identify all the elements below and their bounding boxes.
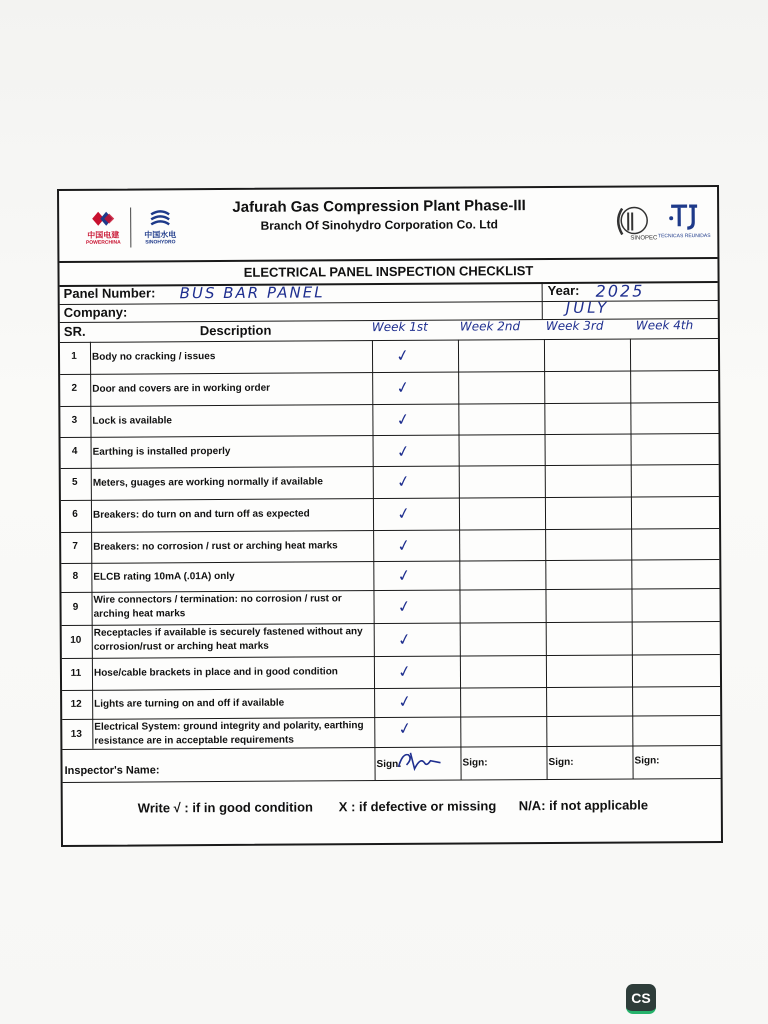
logo-divider bbox=[130, 208, 131, 248]
month-value[interactable]: JULY bbox=[565, 298, 610, 317]
panel-number-value[interactable]: BUS BAR PANEL bbox=[179, 283, 325, 303]
description-header: Description bbox=[199, 322, 272, 339]
row-number: 2 bbox=[71, 382, 78, 394]
year-value[interactable]: 2025 bbox=[595, 281, 645, 301]
camscanner-badge: CS bbox=[626, 984, 656, 1014]
week1-check[interactable]: ✓ bbox=[395, 440, 412, 462]
sinohydro-en-text: SINOHYDRO bbox=[145, 239, 176, 246]
sign-week4: Sign: bbox=[634, 755, 660, 767]
sinohydro-cn-text: 中国水电 bbox=[144, 230, 177, 240]
checklist-row bbox=[62, 715, 720, 749]
signature-icon bbox=[394, 749, 444, 773]
row-description: Wire connectors / termination: no corrosion / rust or arching heat marks bbox=[93, 593, 342, 620]
week1-check[interactable]: ✓ bbox=[396, 690, 414, 712]
row-description: Breakers: no corrosion / rust or arching heat marks bbox=[93, 540, 338, 553]
powerchina-en-text: POWERCHINA bbox=[85, 239, 121, 246]
week1-header: Week 1st bbox=[371, 319, 428, 335]
project-title: Jafurah Gas Compression Plant Phase-III bbox=[232, 197, 526, 216]
company-label: Company: bbox=[63, 304, 128, 320]
inspector-name-label: Inspector's Name: bbox=[64, 764, 160, 777]
checklist-row bbox=[61, 496, 719, 532]
checklist-row bbox=[60, 402, 718, 437]
legend-na: N/A: if not applicable bbox=[518, 797, 649, 814]
sinopec-logo-icon bbox=[608, 204, 658, 242]
legend-defective: X : if defective or missing bbox=[338, 798, 497, 815]
row-number: 10 bbox=[70, 634, 82, 646]
week4-header: Week 4th bbox=[635, 318, 694, 333]
row-description: Earthing is installed properly bbox=[92, 445, 231, 458]
checklist-title: ELECTRICAL PANEL INSPECTION CHECKLIST bbox=[59, 259, 717, 287]
powerchina-mark-icon bbox=[90, 209, 116, 229]
sinohydro-logo bbox=[137, 208, 183, 244]
row-number: 13 bbox=[70, 728, 82, 740]
row-description: Receptacles if available is securely fastened without any corrosion/rust or arching heat marks bbox=[93, 626, 363, 653]
row-description: Electrical System: ground integrity and polarity, earthing resistance are in acceptable requirements bbox=[94, 720, 364, 747]
row-description: Door and covers are in working order bbox=[92, 382, 271, 395]
tr-text: TECNICAS REUNIDAS bbox=[658, 233, 711, 240]
checklist-row bbox=[62, 654, 720, 690]
panel-number-label: Panel Number: bbox=[63, 285, 156, 301]
powerchina-logo bbox=[81, 209, 125, 245]
divider-panel bbox=[60, 300, 718, 305]
week1-check[interactable]: ✓ bbox=[396, 660, 413, 682]
row-number: 9 bbox=[72, 601, 79, 613]
checklist-row bbox=[62, 621, 720, 658]
week1-check[interactable]: ✓ bbox=[395, 595, 413, 617]
checklist-row bbox=[60, 370, 718, 406]
row-description: Lock is available bbox=[92, 415, 172, 427]
divider-inspector bbox=[63, 778, 721, 783]
inspection-form bbox=[57, 185, 723, 847]
row-description: Body no cracking / issues bbox=[91, 351, 216, 363]
checklist-row bbox=[61, 559, 719, 592]
row-number: 7 bbox=[72, 540, 78, 552]
checklist-row bbox=[62, 686, 720, 719]
row-number: 5 bbox=[71, 476, 78, 488]
week1-check[interactable]: ✓ bbox=[395, 470, 412, 492]
sinopec-text: SINOPEC bbox=[630, 235, 658, 242]
year-divider bbox=[542, 282, 543, 319]
grid-line-sign bbox=[374, 747, 375, 780]
row-number: 6 bbox=[72, 508, 78, 520]
legend-good: Write √ : if in good condition bbox=[137, 799, 313, 816]
week1-check[interactable]: ✓ bbox=[396, 628, 413, 650]
checklist-row bbox=[61, 464, 719, 500]
week1-check[interactable]: ✓ bbox=[394, 376, 412, 398]
sign-week3: Sign: bbox=[548, 756, 574, 769]
row-number: 11 bbox=[70, 667, 82, 679]
year-label: Year: bbox=[547, 282, 580, 299]
row-description: ELCB rating 10mA (.01A) only bbox=[93, 570, 235, 583]
week1-check[interactable]: ✓ bbox=[394, 344, 412, 366]
row-number: 8 bbox=[72, 570, 79, 582]
row-description: Meters, guages are working normally if available bbox=[92, 476, 323, 489]
row-number: 4 bbox=[71, 445, 78, 457]
row-number: 12 bbox=[70, 698, 82, 710]
powerchina-cn-text: 中国电建 bbox=[87, 230, 120, 240]
tecnicas-reunidas-logo bbox=[657, 202, 711, 244]
row-number: 1 bbox=[71, 350, 77, 362]
checklist-row bbox=[60, 338, 718, 374]
checklist-row bbox=[61, 588, 719, 625]
week1-check[interactable]: ✓ bbox=[395, 534, 413, 556]
row-number: 3 bbox=[71, 414, 78, 426]
week1-check[interactable]: ✓ bbox=[394, 408, 412, 430]
sign-week1: Sign: bbox=[376, 758, 402, 771]
week3-header: Week 3rd bbox=[545, 318, 604, 334]
row-description: Breakers: do turn on and turn off as expected bbox=[92, 508, 310, 521]
sr-header: SR. bbox=[63, 323, 86, 339]
company-subtitle: Branch Of Sinohydro Corporation Co. Ltd bbox=[260, 217, 498, 233]
tr-mark-icon bbox=[657, 202, 711, 232]
checklist-row bbox=[61, 528, 719, 563]
row-description: Hose/cable brackets in place and in good condition bbox=[93, 666, 338, 679]
checklist-row bbox=[61, 433, 719, 468]
week1-check[interactable]: ✓ bbox=[395, 502, 412, 524]
week1-check[interactable]: ✓ bbox=[395, 564, 413, 586]
week1-check[interactable]: ✓ bbox=[396, 717, 414, 739]
row-description: Lights are turning on and off if available bbox=[94, 697, 285, 710]
sinohydro-mark-icon bbox=[149, 208, 171, 228]
form-header bbox=[59, 187, 717, 263]
week2-header: Week 2nd bbox=[459, 319, 521, 334]
sign-week2: Sign: bbox=[462, 757, 488, 769]
